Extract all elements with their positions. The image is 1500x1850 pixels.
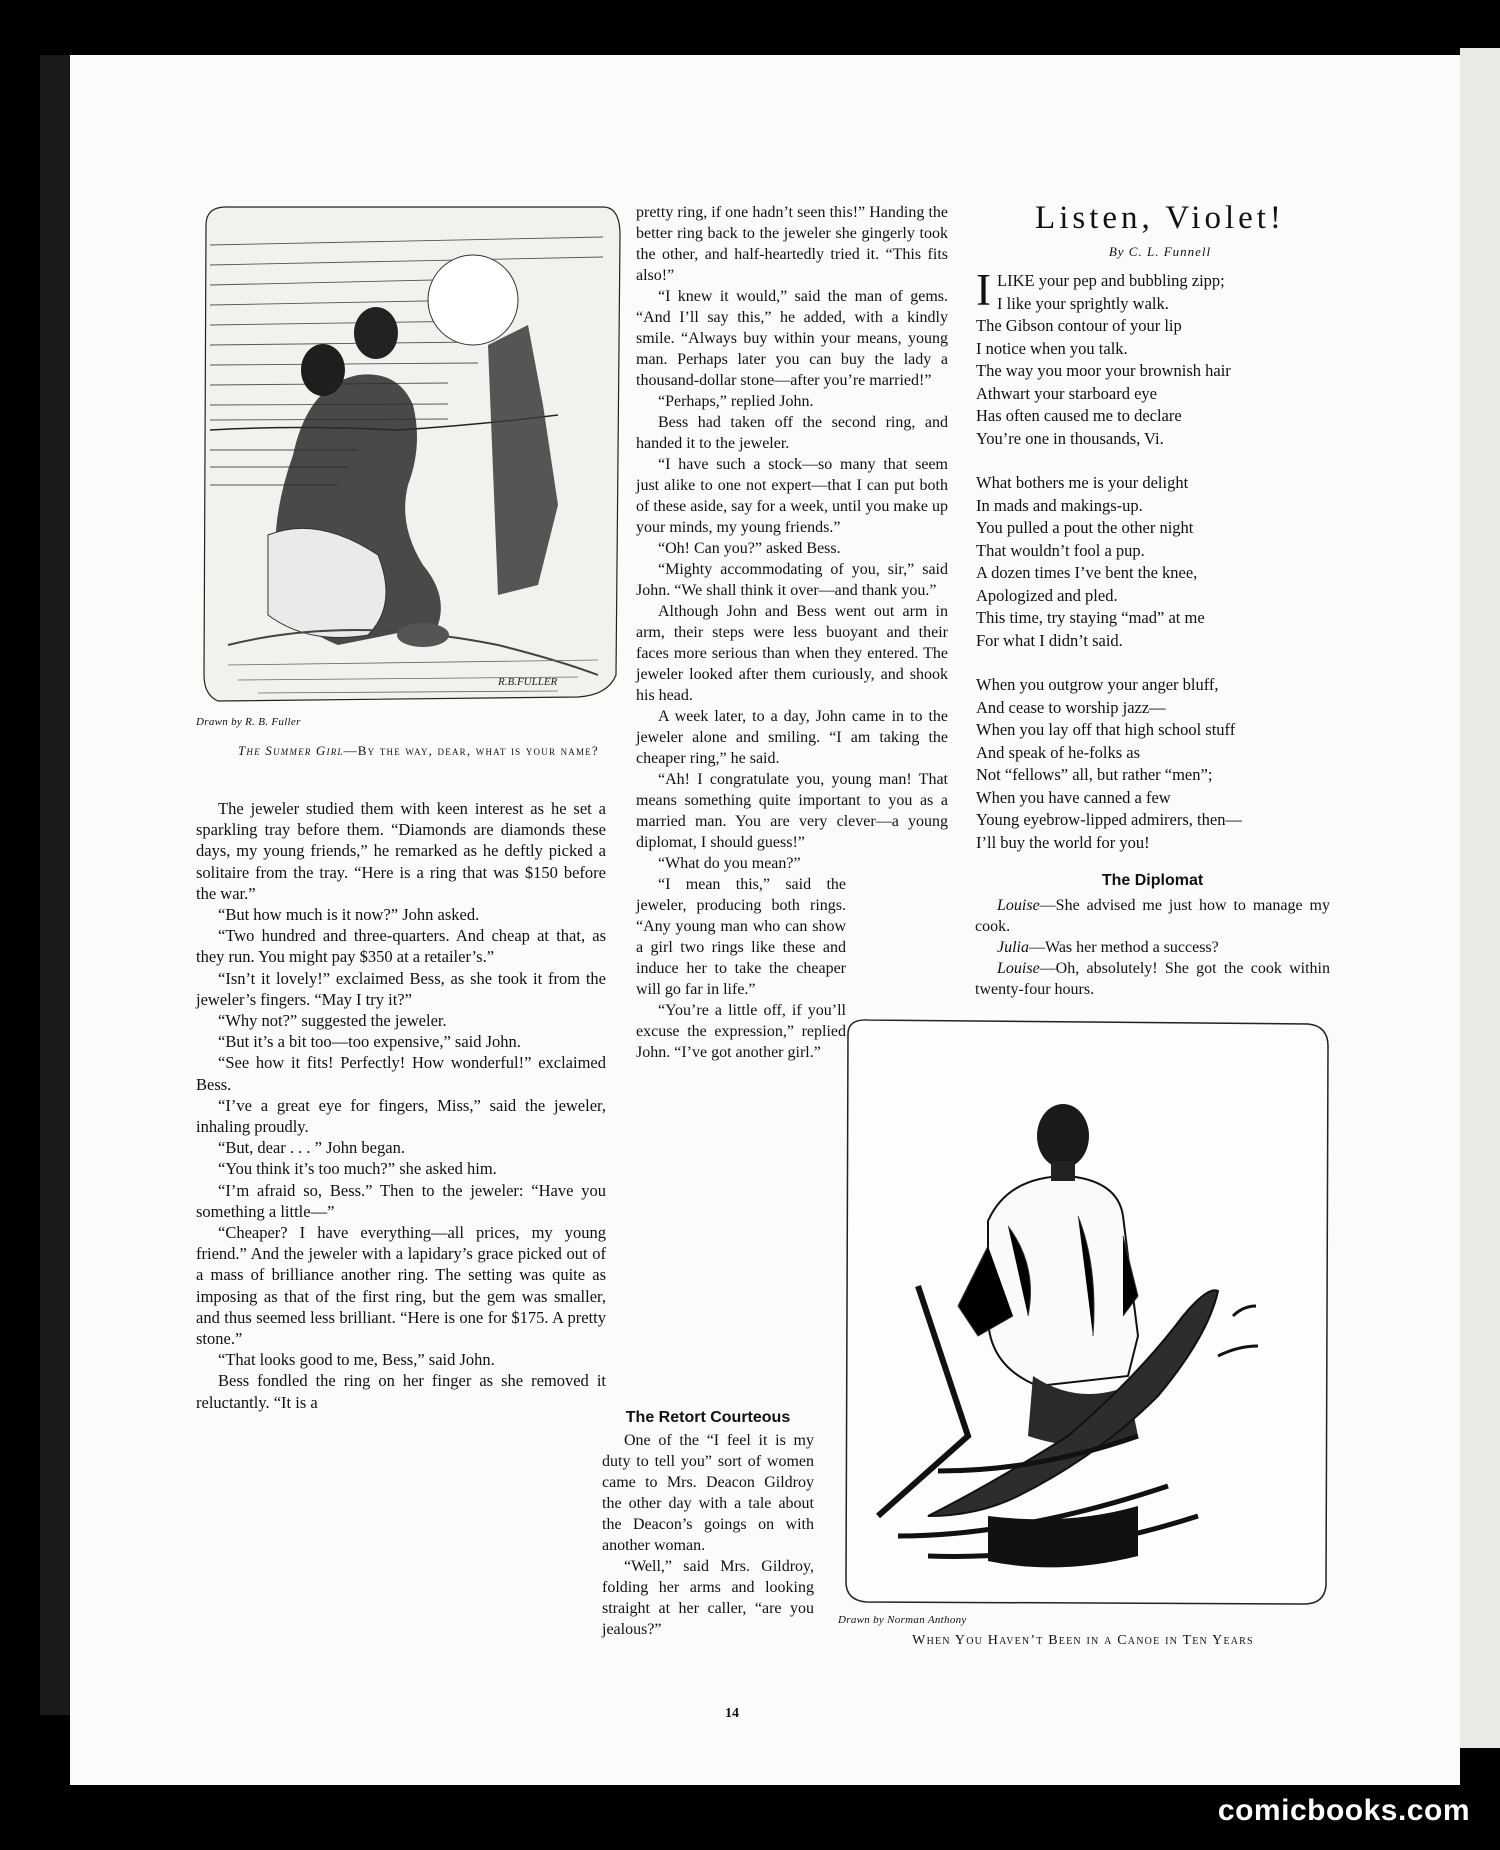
story-paragraph: “I’m afraid so, Bess.” Then to the jeweler: “Have you something a little—” (196, 1180, 606, 1221)
story-paragraph: “Oh! Can you?” asked Bess. (658, 540, 841, 557)
illustration2-caption: When You Haven’t Been in a Canoe in Ten Years (912, 1633, 1254, 1648)
poem-line: Apologized and pled. (976, 585, 1118, 605)
story-paragraph: “I mean this,” said the jeweler, producing both rings. “Any young man who can show a girl two rings like these and induce her to take the cheaper will go far in life.” (636, 876, 846, 998)
poem-line: A dozen times I’ve bent the knee, (976, 563, 1198, 582)
story-paragraph: Bess had taken off the second ring, and handed it to the jeweler. (636, 414, 948, 452)
diplomat-section (975, 870, 1330, 1000)
poem-line: When you have canned a few (976, 787, 1171, 807)
illustration1-caption (196, 742, 606, 759)
watermark: comicbooks.com (1217, 1794, 1470, 1827)
story-paragraph: Although John and Bess went out arm in arm, their steps were less buoyant and their faces more serious than when they entered. The jeweler looked after them curiously, and shook his head. (636, 603, 948, 704)
poem-byline: By C. L. Funnell (1108, 244, 1212, 259)
story-paragraph: “Mighty accommodating of you, sir,” said John. “We shall think it over—and thank you.” (636, 561, 948, 599)
dialogue-text: —She advised me just how to manage my cook. (975, 897, 1330, 935)
summer-girl-illustration (198, 205, 623, 710)
diplomat-line (975, 937, 1330, 958)
story-paragraph: A week later, to a day, John came in to the jeweler alone and smiling. “I am taking the cheaper ring,” he said. (636, 708, 948, 767)
left-binding-edge (40, 55, 70, 1715)
poem-body (976, 265, 1346, 876)
story-column-1 (196, 798, 606, 1413)
poem-line: In mads and makings-up. (976, 495, 1143, 515)
retort-section (602, 1407, 814, 1640)
poem-stanza (976, 674, 1346, 854)
poem-line: The Gibson contour of your lip (976, 316, 1182, 335)
poem-line: And speak of he-folks as (976, 742, 1141, 762)
speaker-name: Louise (997, 960, 1040, 977)
poem-line: For what I didn’t said. (976, 630, 1123, 650)
caption-text: —By the way, dear, what is your name? (343, 743, 599, 758)
story-paragraph: “Cheaper? I have everything—all prices, my young friend.” And the jeweler with a lapidary’s grace picked out of a mass of brilliance another ring. The setting was quite as imposing as that of the first ring, but the gem was smaller, and thus seemed less brilliant. “Here is one for $175. A pretty stone.” (196, 1223, 606, 1349)
story-paragraph: “Two hundred and three-quarters. And cheap at that, as they run. You might pay $350 at a retailer’s.” (196, 926, 606, 967)
dialogue-text: —Oh, absolutely! She got the cook within twenty-four hours. (975, 960, 1330, 998)
poem-line: Athwart your starboard eye (976, 383, 1157, 403)
story-paragraph: “What do you mean?” (658, 855, 801, 872)
story-paragraph: “But it’s a bit too—too expensive,” said John. (218, 1032, 521, 1052)
story-paragraph: Bess fondled the ring on her finger as she removed it reluctantly. “It is a (196, 1371, 606, 1412)
right-facing-page-edge (1460, 48, 1500, 1748)
caption-title: The Summer Girl (238, 743, 344, 758)
diplomat-line (975, 895, 1330, 937)
story-paragraph: “That looks good to me, Bess,” said John. (218, 1350, 495, 1370)
illustration2-credit: Drawn by Norman Anthony (838, 1614, 967, 1626)
dialogue-text: —Was her method a success? (1029, 939, 1219, 956)
retort-title: The Retort Courteous (625, 1409, 791, 1426)
poem-line: You pulled a pout the other night (976, 518, 1194, 537)
diplomat-title: The Diplomat (1101, 872, 1204, 889)
poem-line: This time, try staying “mad” at me (976, 608, 1205, 627)
story-paragraph: “I have such a stock—so many that seem just alike to one not expert—that I can put both of these aside, say for a week, until you make up your minds, my young friends.” (636, 456, 948, 536)
artist-signature: R.B.FULLER (498, 676, 558, 688)
canoe-illustration (838, 1016, 1333, 1606)
story-paragraph: “But how much is it now?” John asked. (218, 905, 480, 925)
story-column-2 (636, 202, 948, 1063)
poem-line: I notice when you talk. (976, 338, 1128, 358)
story-paragraph: “Ah! I congratulate you, young man! That means something quite important to you as a married man. You are very clever—a young diplomat, I should guess!” (636, 771, 948, 851)
story-paragraph: pretty ring, if one hadn’t seen this!” Handing the better ring back to the jeweler she gingerly took the other, and half-heartedly tried it. “This fits also!” (636, 204, 948, 284)
story-paragraph: “I’ve a great eye for fingers, Miss,” said the jeweler, inhaling proudly. (196, 1095, 606, 1137)
story-paragraph: The jeweler studied them with keen interest as he set a sparkling tray before them. “Diamonds are diamonds these days, my young friends,” he remarked as he deftly picked a solitaire from the tray. “Here is a ring that was $150 before the war.” (196, 799, 606, 903)
poem-line: You’re one in thousands, Vi. (976, 428, 1164, 448)
poem-line: That wouldn’t fool a pup. (976, 540, 1145, 560)
diplomat-line (975, 958, 1330, 1000)
poem-line: Has often caused me to declare (976, 406, 1182, 425)
couple-on-beach-drawing (198, 205, 623, 710)
poem-line: What bothers me is your delight (976, 473, 1189, 492)
poem-line: And cease to worship jazz— (976, 697, 1166, 717)
story-paragraph: “See how it fits! Perfectly! How wonderful!” exclaimed Bess. (196, 1053, 606, 1094)
page-number: 14 (725, 1706, 739, 1721)
story-paragraph: “But, dear . . . ” John began. (218, 1138, 405, 1158)
poem-title: Listen, Violet! (1035, 200, 1285, 236)
poem-line: I like your sprightly walk. (997, 293, 1169, 313)
poem-stanza (976, 472, 1346, 652)
poem-line: When you lay off that high school stuff (976, 720, 1236, 739)
story-paragraph: “Isn’t it lovely!” exclaimed Bess, as she took it from the jeweler’s fingers. “May I try it?” (196, 968, 606, 1009)
speaker-name: Louise (997, 897, 1040, 914)
story-paragraph: “Why not?” suggested the jeweler. (218, 1011, 447, 1031)
illustration1-credit: Drawn by R. B. Fuller (196, 716, 301, 728)
story-paragraph: “You’re a little off, if you’ll excuse the expression,” replied John. “I’ve got another girl.” (636, 1002, 846, 1061)
poem-line: The way you moor your brownish hair (976, 361, 1231, 380)
poem-line: LIKE your pep and bubbling zipp; (997, 271, 1225, 290)
story-paragraph: “I knew it would,” said the man of gems. “And I’ll say this,” he added, with a kindly smile. “Always buy within your means, young man. Perhaps later you can buy the lady a thousand-dollar stone—after you’re married!” (636, 288, 948, 389)
poem-line: Young eyebrow-lipped admirers, then— (976, 810, 1242, 829)
poem-dropcap: I (976, 265, 991, 315)
story-paragraph: “Perhaps,” replied John. (658, 393, 814, 410)
retort-paragraph: “Well,” said Mrs. Gildroy, folding her arms and looking straight at her caller, “are you jealous?” (602, 1558, 814, 1638)
poem-stanza (976, 265, 1346, 450)
poem-line: When you outgrow your anger bluff, (976, 675, 1219, 694)
speaker-name: Julia (997, 939, 1029, 956)
poem-line: Not “fellows” all, but rather “men”; (976, 765, 1213, 784)
poem-line: I’ll buy the world for you! (976, 832, 1150, 852)
man-in-canoe-drawing (838, 1016, 1333, 1606)
story-paragraph: “You think it’s too much?” she asked him. (218, 1159, 497, 1179)
retort-paragraph: One of the “I feel it is my duty to tell you” sort of women came to Mrs. Deacon Gildroy the other day with a tale about the Deacon’s goings on with another woman. (602, 1432, 814, 1554)
